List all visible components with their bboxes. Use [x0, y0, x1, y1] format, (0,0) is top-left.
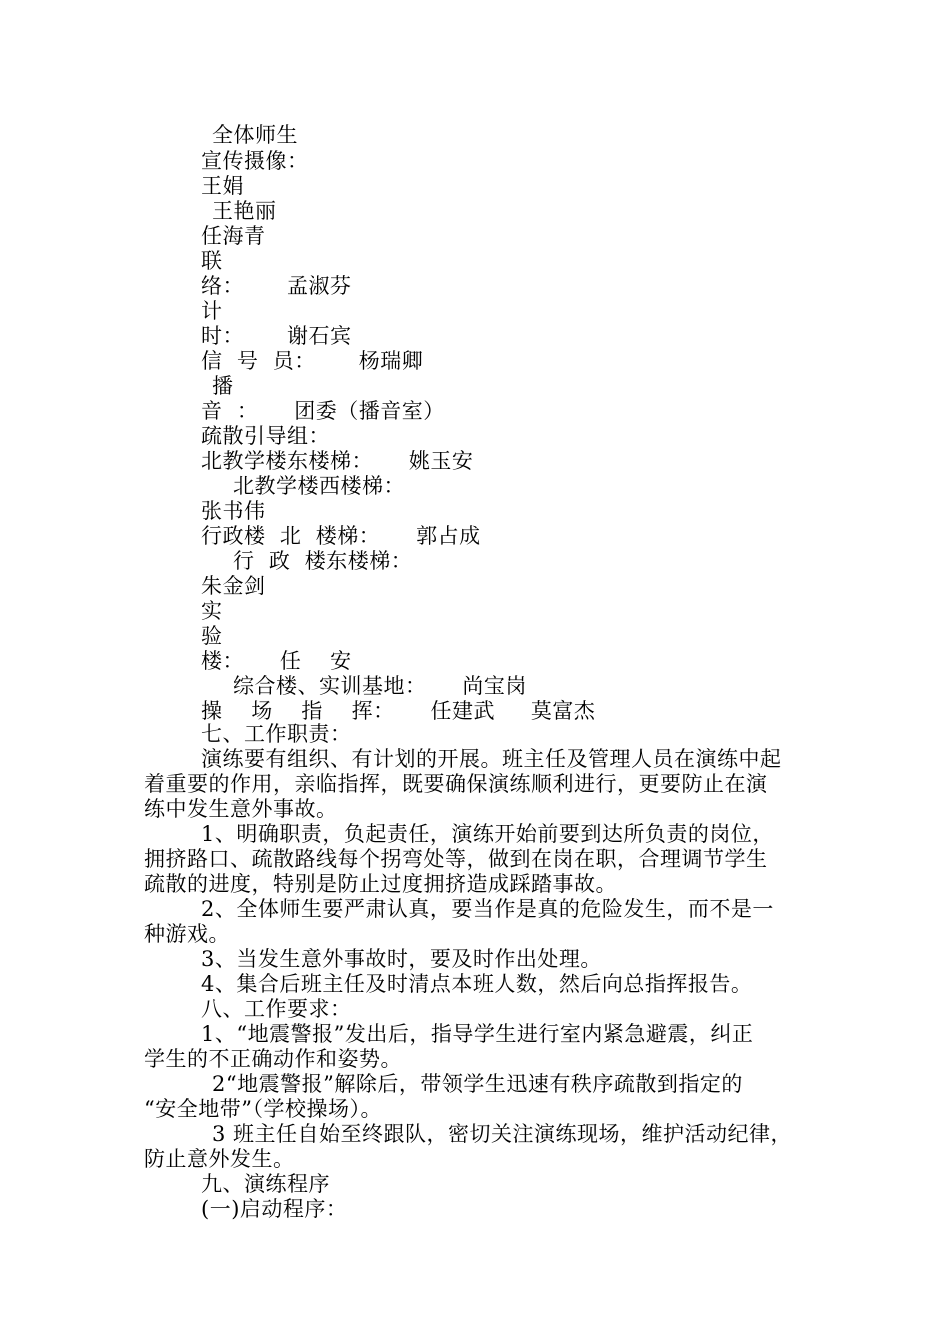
text-line: 种游戏。	[144, 922, 230, 946]
section-heading: 九、演练程序	[201, 1172, 330, 1196]
text-line: 2“地震警报”解除后，带领学生迅速有秩序疏散到指定的	[212, 1072, 743, 1096]
text-line: 练中发生意外事故。	[144, 797, 338, 821]
text-line: 综合楼、实训基地： 尚宝岗	[233, 674, 527, 698]
text-line: 信 号 员： 杨瑞卿	[201, 349, 424, 373]
text-line: 行政楼 北 楼梯： 郭占成	[201, 524, 481, 548]
text-line: 操 场 指 挥： 任建武 莫富杰	[201, 699, 596, 723]
text-line: 验	[201, 624, 223, 648]
section-heading: 七、工作职责：	[201, 722, 352, 746]
text-line: 络： 孟淑芬	[201, 274, 352, 298]
text-line: 楼： 任 安	[201, 649, 352, 673]
text-line: 播	[212, 374, 234, 398]
text-line: 学生的不正确动作和姿势。	[144, 1047, 402, 1071]
text-line: 着重要的作用，亲临指挥，既要确保演练顺利进行，更要防止在演	[144, 772, 768, 796]
text-line: 联	[201, 249, 223, 273]
text-line: 1、明确职责，负起责任，演练开始前要到达所负责的岗位，	[201, 822, 774, 846]
text-line: 张书伟	[201, 499, 266, 523]
section-heading: 八、工作要求：	[201, 997, 352, 1021]
text-line: 2、全体师生要严肃认真，要当作是真的危险发生，而不是一	[201, 897, 774, 921]
text-line: 时： 谢石宾	[201, 324, 352, 348]
text-line: 疏散引导组：	[201, 424, 330, 448]
text-line: 防止意外发生。	[144, 1147, 295, 1171]
text-line: 拥挤路口、疏散路线每个拐弯处等，做到在岗在职，合理调节学生	[144, 847, 768, 871]
text-line: 行 政 楼东楼梯：	[233, 549, 413, 573]
text-line: 1、“地震警报”发出后，指导学生进行室内紧急避震，纠正	[201, 1022, 754, 1046]
text-line: 全体师生	[212, 123, 298, 147]
text-line: “安全地带”（学校操场）。	[144, 1097, 382, 1121]
text-line: 王娟	[201, 174, 244, 198]
text-line: 计	[201, 299, 223, 323]
text-line: 北教学楼东楼梯： 姚玉安	[201, 449, 474, 473]
text-line: (一)启动程序：	[201, 1197, 348, 1221]
text-line: 4、集合后班主任及时清点本班人数，然后向总指挥报告。	[201, 972, 753, 996]
text-line: 3 班主任自始至终跟队，密切关注演练现场，维护活动纪律，	[212, 1122, 793, 1146]
text-line: 宣传摄像：	[201, 149, 309, 173]
text-line: 北教学楼西楼梯：	[233, 474, 405, 498]
text-line: 疏散的进度，特别是防止过度拥挤造成踩踏事故。	[144, 872, 617, 896]
text-line: 朱金剑	[201, 574, 266, 598]
text-line: 王艳丽	[212, 199, 277, 223]
text-line: 演练要有组织、有计划的开展。班主任及管理人员在演练中起	[201, 747, 782, 771]
text-line: 3、当发生意外事故时，要及时作出处理。	[201, 947, 602, 971]
text-line: 音 ： 团委（播音室）	[201, 399, 445, 423]
text-line: 任海青	[201, 224, 266, 248]
text-line: 实	[201, 599, 223, 623]
